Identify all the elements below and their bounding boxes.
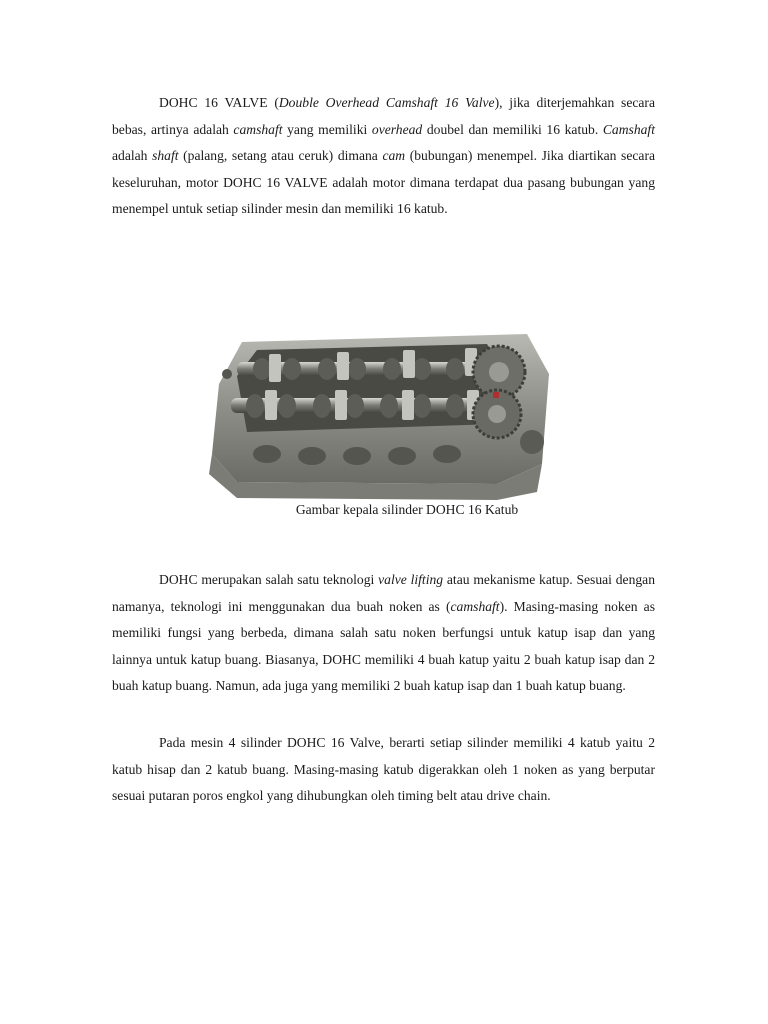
figure-caption: Gambar kepala silinder DOHC 16 Katub xyxy=(295,502,519,517)
text-segment: (bubungan) menempel. Jika diartikan secara keseluruhan, motor DOHC 16 VALVE adalah motor dimana terdapat dua pasang bubungan yang menempel untuk setiap silinder mesin dan memiliki 16 katub. xyxy=(112,148,656,217)
text-segment: DOHC merupakan salah satu teknologi xyxy=(159,572,379,587)
text-segment: ), jika diterjemahkan secara bebas, artinya adalah xyxy=(112,95,655,137)
cylinder-head-photo xyxy=(197,314,572,502)
italic-term: shaft xyxy=(152,148,179,164)
italic-term: camshaft xyxy=(233,121,283,137)
text-segment: DOHC 16 VALVE ( xyxy=(159,95,279,110)
paragraph-dohc-definition xyxy=(112,90,655,223)
italic-term: valve lifting xyxy=(378,572,444,587)
italic-term: Camshaft xyxy=(602,121,655,137)
paragraph-four-cylinder xyxy=(112,730,655,810)
text-segment: adalah xyxy=(112,148,153,164)
paragraph-dohc-mechanism xyxy=(112,567,655,700)
italic-term: cam xyxy=(382,148,406,164)
text-segment: Pada mesin 4 silinder DOHC 16 Valve, berarti setiap silinder memiliki 4 katub yaitu 2 katub hisap dan 2 katub buang. Masing-masing katub digerakkan oleh 1 noken as yang berputar sesuai putaran poros engkol yang dihubungkan oleh timing belt atau drive chain. xyxy=(112,735,655,804)
text-segment: yang memiliki xyxy=(282,121,372,137)
text-segment: atau mekanisme katup. Sesuai dengan namanya, teknologi ini menggunakan dua buah noken as ( xyxy=(112,572,655,614)
text-segment: doubel dan memiliki 16 katub. xyxy=(422,121,603,137)
text-segment: (palang, setang atau ceruk) dimana xyxy=(178,148,383,164)
italic-term: Double Overhead Camshaft 16 Valve xyxy=(278,95,495,110)
text-segment: ). Masing-masing noken as memiliki fungsi yang berbeda, dimana salah satu noken berfungsi untuk katup isap dan yang lainnya untuk katup buang. Biasanya, DOHC memiliki 4 buah katup yaitu 2 buah katup isap dan 2 buah katup buang. Namun, ada juga yang memiliki 2 buah katup isap dan 1 buah katup buang. xyxy=(112,598,655,694)
italic-term: camshaft xyxy=(450,598,500,614)
cylinder-head-illustration xyxy=(197,314,572,502)
italic-term: overhead xyxy=(371,121,423,137)
